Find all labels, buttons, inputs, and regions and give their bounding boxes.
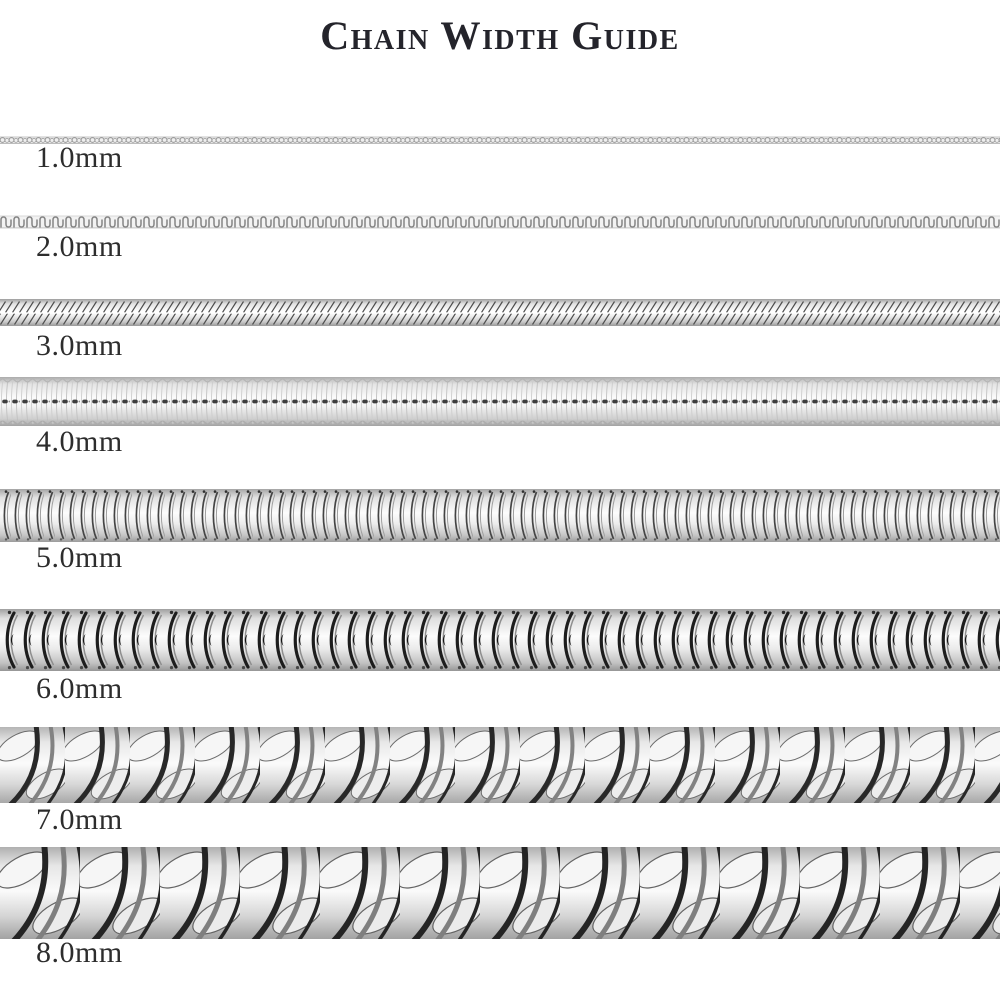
- page-title: Chain Width Guide: [320, 13, 680, 58]
- chain-image-7mm-rope-chain: [0, 727, 1000, 803]
- chain-image-2mm-box-chain: [0, 212, 1000, 232]
- chain-image-8mm-rope-chain: [0, 847, 1000, 939]
- chain-image-1mm-box-chain: [0, 134, 1000, 146]
- chain-size-label: 8.0mm: [36, 936, 123, 969]
- chain-image-6mm-snake-chain: [0, 609, 1000, 671]
- chain-size-label: 1.0mm: [36, 141, 123, 174]
- chain-image-5mm-snake-chain: [0, 489, 1000, 542]
- chain-size-label: 4.0mm: [36, 425, 123, 458]
- chain-size-label: 5.0mm: [36, 541, 123, 574]
- chain-size-label: 3.0mm: [36, 329, 123, 362]
- chain-size-label: 6.0mm: [36, 672, 123, 705]
- chain-size-label: 7.0mm: [36, 803, 123, 836]
- chain-size-label: 2.0mm: [36, 230, 123, 263]
- chain-image-3mm-snake-chain: [0, 299, 1000, 326]
- chain-image-4mm-snake-chain: [0, 377, 1000, 426]
